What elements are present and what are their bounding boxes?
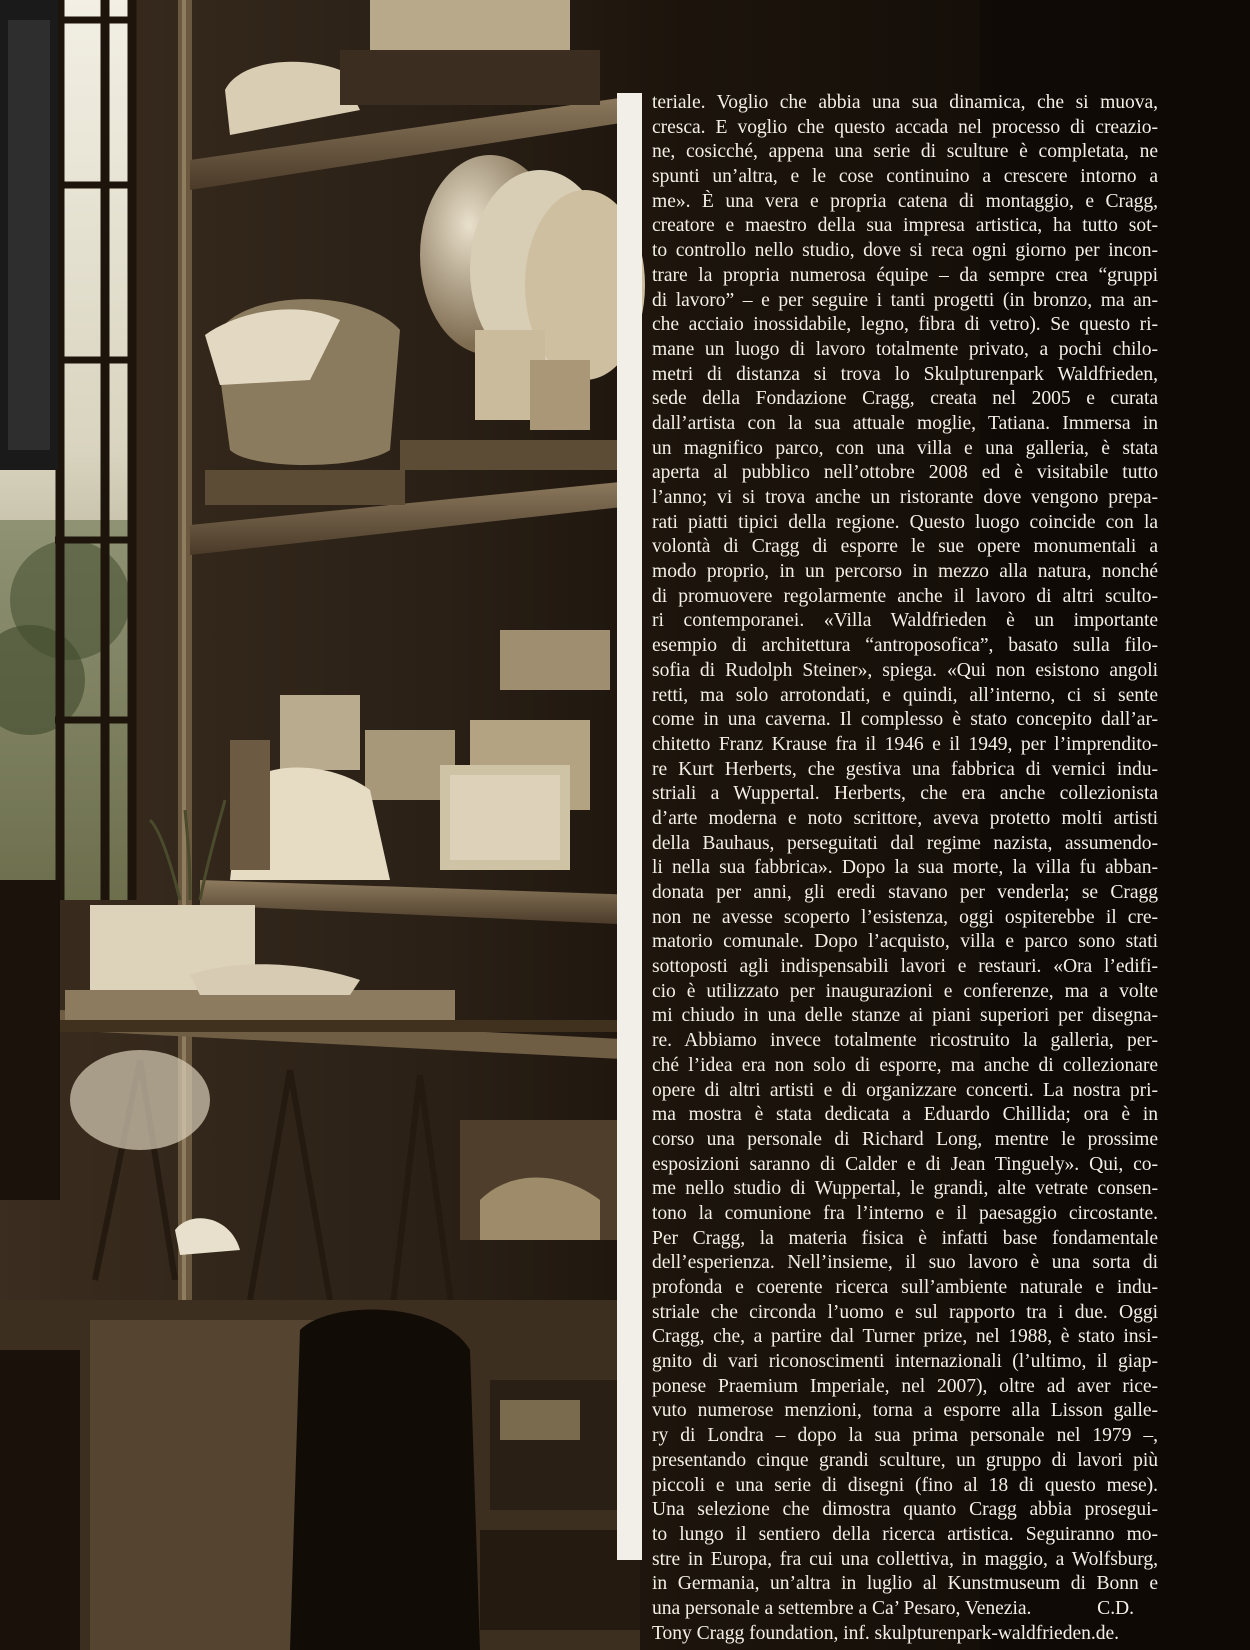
article-line: retti, ma solo arrotondati, e quindi, all’interno, ci si sente	[652, 684, 1158, 706]
article-line: matorio comunale. Dopo l’acquisto, villa e parco sono stati	[652, 931, 1158, 953]
article-line: della Bauhaus, perseguitati dal regime nazista, assumendo-	[652, 832, 1158, 854]
article-line: ma mostra è stata dedicata a Eduardo Chillida; ora è in	[652, 1104, 1158, 1126]
article-line: li nella sua fabbrica». Dopo la sua morte, la villa fu abban-	[652, 857, 1158, 879]
article-line: di promuovere regolarmente anche il lavoro di altri sculto-	[652, 585, 1158, 607]
article-line: vuto numerose menzioni, torna a esporre alla Lisson galle-	[652, 1400, 1158, 1422]
article-line: non ne avesse scoperto l’esistenza, oggi ospiterebbe il cre-	[652, 906, 1158, 928]
article-line: mane un luogo di lavoro totalmente privato, a pochi chilo-	[652, 338, 1158, 360]
article-line: to lungo il sentiero della ricerca artistica. Seguiranno mo-	[652, 1523, 1158, 1545]
article-line: chitetto Franz Krause fra il 1946 e il 1949, per l’imprendito-	[652, 733, 1158, 755]
author-initials: C.D.	[1097, 1597, 1134, 1619]
article-line: striale che circonda l’uomo e sul rapporto tra i due. Oggi	[652, 1301, 1158, 1323]
article-line: Una selezione che dimostra quanto Cragg abbia prosegui-	[652, 1499, 1158, 1521]
article-line: esposizioni saranno di Calder e di Jean Tinguely». Qui, co-	[652, 1153, 1158, 1175]
article-line: come in una caverna. Il complesso è stato concepito dall’ar-	[652, 709, 1158, 731]
article-line: Per Cragg, la materia fisica è infatti base fondamentale	[652, 1227, 1158, 1249]
article-line: che acciaio inossidabile, legno, fibra di vetro). Se questo ri-	[652, 314, 1158, 336]
article-line: stre in Europa, fra cui una collettiva, in maggio, a Wolfsburg,	[652, 1548, 1158, 1570]
text-column-marker-bar	[617, 93, 642, 1560]
article-line: striali a Wuppertal. Herberts, che era anche collezionista	[652, 783, 1158, 805]
article-line: ri contemporanei. «Villa Waldfrieden è un importante	[652, 610, 1158, 632]
article-line: mi chiudo in una delle stanze ai piani superiori per disegna-	[652, 1005, 1158, 1027]
article-line: tono la comunione fra l’interno e il paesaggio circostante.	[652, 1202, 1158, 1224]
article-line: trare la propria numerosa équipe – da sempre crea “gruppi	[652, 264, 1158, 286]
article-line: cio è utilizzato per inaugurazioni e conferenze, ma a volte	[652, 980, 1158, 1002]
article-line: ponese Praemium Imperiale, nel 2007), oltre ad aver rice-	[652, 1375, 1158, 1397]
article-line: d’arte moderna e noto scrittore, aveva protetto molti artisti	[652, 807, 1158, 829]
article-line: to controllo nello studio, dove si reca ogni giorno per incon-	[652, 240, 1158, 262]
article-line: Cragg, che, a partire dal Turner prize, nel 1988, è stato insi-	[652, 1326, 1158, 1348]
chair	[290, 1310, 480, 1650]
article-line: metri di distanza si trova lo Skulpturenpark Waldfrieden,	[652, 363, 1158, 385]
article-line: sofia di Rudolph Steiner», spiega. «Qui non esistono angoli	[652, 659, 1158, 681]
article-line: opere di altri artisti e di organizzare concerti. La nostra pri-	[652, 1079, 1158, 1101]
article-line: me». È una vera e propria catena di montaggio, e Cragg,	[652, 190, 1158, 212]
article-line: creatore e maestro della sua impresa artistica, ha tutto sot-	[652, 215, 1158, 237]
article-line: dell’esperienza. Nell’insieme, il suo lavoro è una sorta di	[652, 1252, 1158, 1274]
article-line: me nello studio di Wuppertal, le grandi, alte vetrate consen-	[652, 1178, 1158, 1200]
article-line: presentando cinque grandi sculture, un gruppo di lavori più	[652, 1449, 1158, 1471]
article-line: ry di Londra – dopo la sua prima personale nel 1979 –,	[652, 1425, 1158, 1447]
article-line: piccoli e una serie di disegni (fino al 18 di questo mese).	[652, 1474, 1158, 1496]
article-line: in Germania, un’altra in luglio al Kunstmuseum di Bonn e	[652, 1573, 1158, 1595]
article-line: rati piatti tipici della regione. Questo luogo coincide con la	[652, 511, 1158, 533]
article-line: ne, cosicché, appena una serie di sculture è completata, ne	[652, 141, 1158, 163]
article-line: dall’artista con la sua attuale moglie, Tatiana. Immersa in	[652, 412, 1158, 434]
article-line: re Kurt Herberts, che gestiva una fabbrica di vernici indu-	[652, 758, 1158, 780]
article-line: profonda e coerente ricerca sull’ambiente naturale e indu-	[652, 1277, 1158, 1298]
article-line: spunti un’altra, e le cose continuino a crescere intorno a	[652, 166, 1158, 188]
article-body	[652, 91, 1158, 1646]
article-line: cresca. E voglio che questo accada nel processo di creazio-	[652, 116, 1158, 138]
article-line: modo proprio, in un percorso in mezzo alla natura, nonché	[652, 561, 1158, 583]
article-line: gnito di vari riconoscimenti internazionali (l’ultimo, il giap-	[652, 1351, 1158, 1373]
article-line: l’anno; vi si trova anche un ristorante dove vengono prepa-	[652, 487, 1158, 508]
article-line: corso una personale di Richard Long, mentre le prossime	[652, 1128, 1158, 1150]
article-line: re. Abbiamo invece totalmente ricostruito la galleria, per-	[652, 1030, 1158, 1052]
article-line: donata per anni, gli eredi stavano per venderla; se Cragg	[652, 882, 1158, 903]
article-line: esempio di architettura “antroposofica”, basato sulla filo-	[652, 635, 1158, 657]
article-line: aperta al pubblico nell’ottobre 2008 ed è visitabile tutto	[652, 462, 1158, 484]
article-line: ché l’idea era non solo di esporre, ma anche di collezionare	[652, 1054, 1158, 1076]
article-line: di lavoro” – e per seguire i tanti progetti (in bronzo, ma an-	[652, 289, 1158, 311]
article-line: sottoposti agli indispensabili lavori e restauri. «Ora l’edifi-	[652, 956, 1158, 978]
article-line: teriale. Voglio che abbia una sua dinamica, che si muova,	[652, 92, 1158, 113]
article-closing-line	[652, 1597, 1158, 1622]
article-line: volontà di Cragg di esporre le sue opere monumentali a	[652, 536, 1158, 558]
article-credit-line: Tony Cragg foundation, inf. skulpturenpark-waldfrieden.de.	[652, 1622, 1119, 1644]
article-line: sede della Fondazione Cragg, creata nel 2005 e curata	[652, 388, 1158, 410]
basket	[205, 299, 400, 465]
article-line: un magnifico parco, con una villa e una galleria, è stata	[652, 437, 1158, 459]
article-line: una personale a settembre a Ca’ Pesaro, Venezia.	[652, 1597, 1032, 1619]
